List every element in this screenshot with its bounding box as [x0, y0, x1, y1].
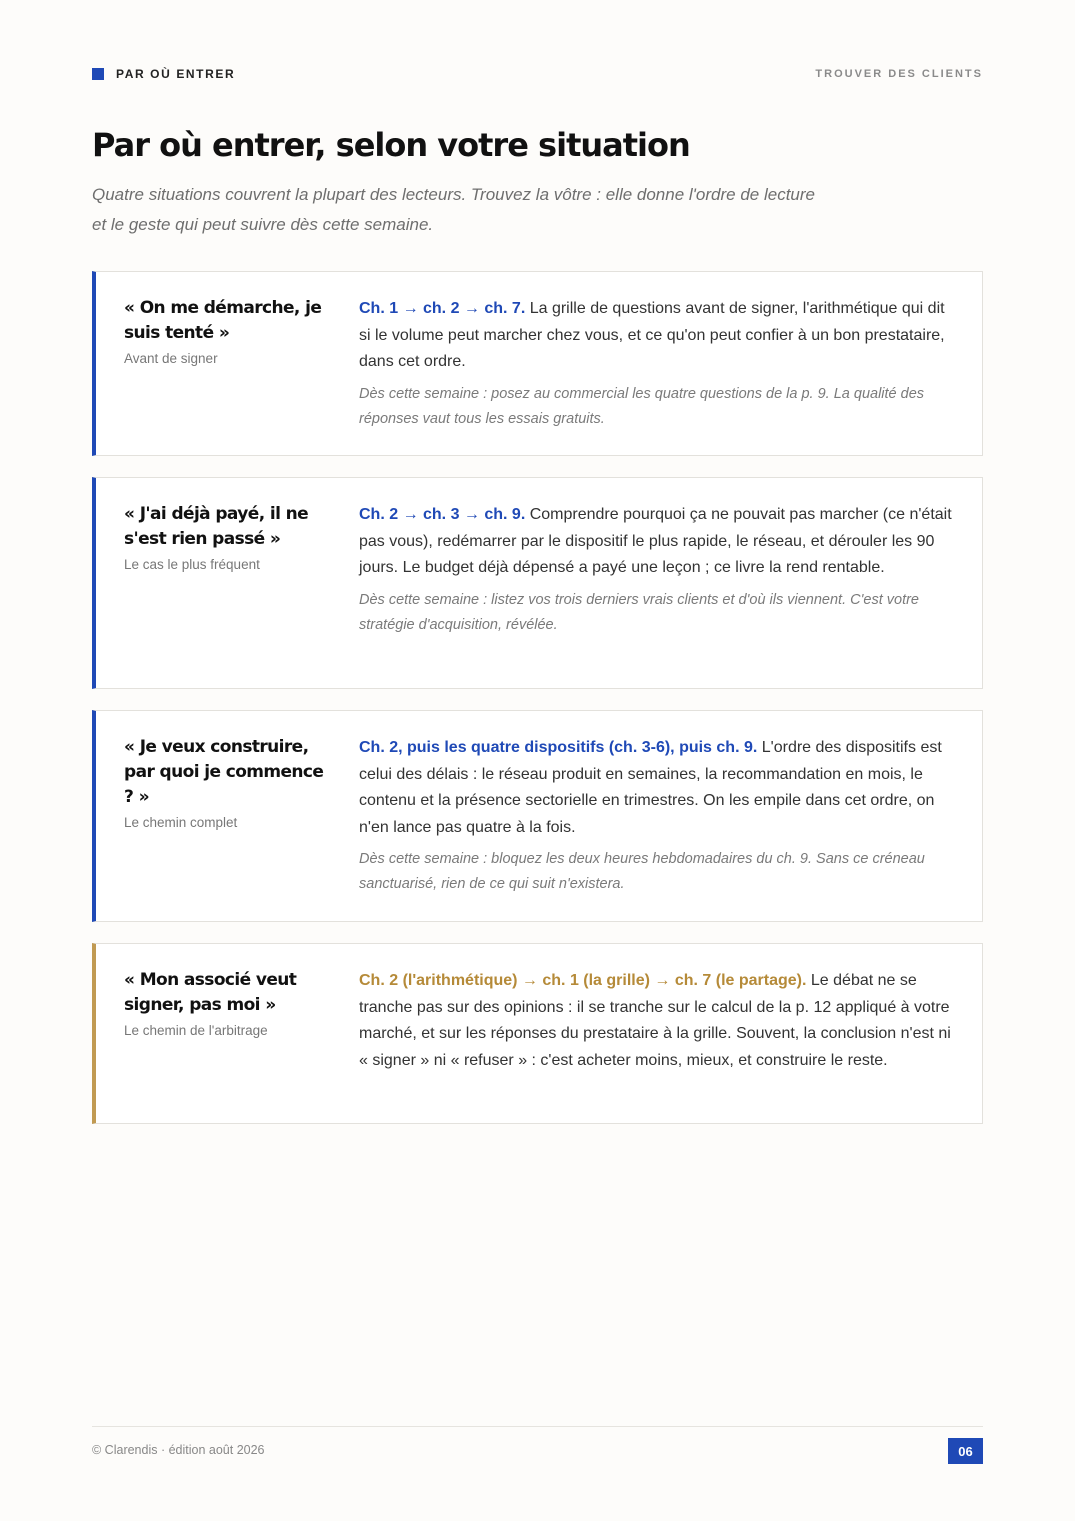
situation-label [124, 296, 334, 368]
situation-content [359, 502, 959, 638]
chapter-sequence: Ch. 2 → ch. 3 → ch. 9. [359, 506, 526, 523]
situation-tag: Le cas le plus fréquent [124, 557, 260, 572]
situation-label [124, 968, 334, 1040]
reading-path [359, 735, 959, 841]
section-square-icon [92, 68, 104, 80]
situation-content [359, 735, 959, 897]
this-week-note: Dès cette semaine : posez au commercial les quatre questions de la p. 9. La qualité des réponses vaut tous les essais gratuits. [359, 385, 925, 427]
situation-content [359, 968, 959, 1074]
situation-card [92, 271, 983, 456]
reading-path [359, 502, 959, 582]
situation-quote: « On me démarche, je suis tenté » [124, 298, 322, 343]
chapter-sequence: Ch. 2, puis les quatre dispositifs (ch. 3-6), puis ch. 9. [359, 739, 758, 756]
section-label-text: PAR OÙ ENTRER [116, 67, 236, 81]
reading-path-text: Le débat ne se tranche pas sur des opinions : il se tranche sur le calcul de la p. 12 appliqué à votre marché, et sur les réponses du prestataire à la grille. Souvent, la conclusion n'est ni « signer » ni « refuser » : c'est acheter moins, mieux, et construire le reste. [359, 972, 951, 1069]
situation-tag: Avant de signer [124, 351, 218, 366]
situation-quote: « J'ai déjà payé, il ne s'est rien passé » [124, 504, 309, 549]
situation-quote: « Mon associé veut signer, pas moi » [124, 970, 297, 1015]
situation-tag: Le chemin de l'arbitrage [124, 1023, 268, 1038]
situation-tag: Le chemin complet [124, 815, 238, 830]
reading-path [359, 968, 959, 1074]
chapter-sequence: Ch. 2 (l'arithmétique) → ch. 1 (la grille) → ch. 7 (le partage). [359, 972, 807, 989]
copyright: © Clarendis · édition août 2026 [92, 1443, 265, 1457]
lead-paragraph: Quatre situations couvrent la plupart des lecteurs. Trouvez la vôtre : elle donne l'ordre de lecture et le geste qui peut suivre dès cette semaine. [92, 185, 815, 234]
situation-card [92, 477, 983, 689]
this-week-note: Dès cette semaine : listez vos trois derniers vrais clients et d'où ils viennent. C'est votre stratégie d'acquisition, révélée. [359, 591, 919, 633]
reading-path [359, 296, 959, 376]
page-header [92, 66, 983, 82]
reading-path-text: Comprendre pourquoi ça ne pouvait pas marcher (ce n'était pas vous), redémarrer par le dispositif le plus rapide, le réseau, et dérouler les 90 jours. Le budget déjà dépensé a payé une leçon ; ce livre la rend rentable. [359, 506, 952, 576]
situation-card [92, 943, 983, 1124]
situation-label [124, 502, 334, 574]
reading-path-text: La grille de questions avant de signer, l'arithmétique qui dit si le volume peut marcher chez vous, et ce qu'on peut confier à un bon prestataire, dans cet ordre. [359, 300, 945, 370]
situation-quote: « Je veux construire, par quoi je commence ? » [124, 737, 324, 807]
this-week-note: Dès cette semaine : bloquez les deux heures hebdomadaires du ch. 9. Sans ce créneau sanctuarisé, rien de ce qui suit n'existera. [359, 851, 925, 892]
section-label [92, 67, 235, 81]
chapter-sequence: Ch. 1 → ch. 2 → ch. 7. [359, 300, 526, 317]
page-number-badge: 06 [948, 1438, 983, 1464]
running-title: TROUVER DES CLIENTS [815, 68, 983, 80]
situation-card [92, 710, 983, 922]
page-title: Par où entrer, selon votre situation [92, 126, 690, 164]
reading-path-text: L'ordre des dispositifs est celui des délais : le réseau produit en semaines, la recommandation en mois, le contenu et la présence sectorielle en trimestres. On les empile dans cet ordre, on n'en lance pas quatre à la fois. [359, 739, 942, 836]
situation-content [359, 296, 959, 432]
footer-divider [92, 1426, 983, 1427]
situation-label [124, 735, 334, 832]
